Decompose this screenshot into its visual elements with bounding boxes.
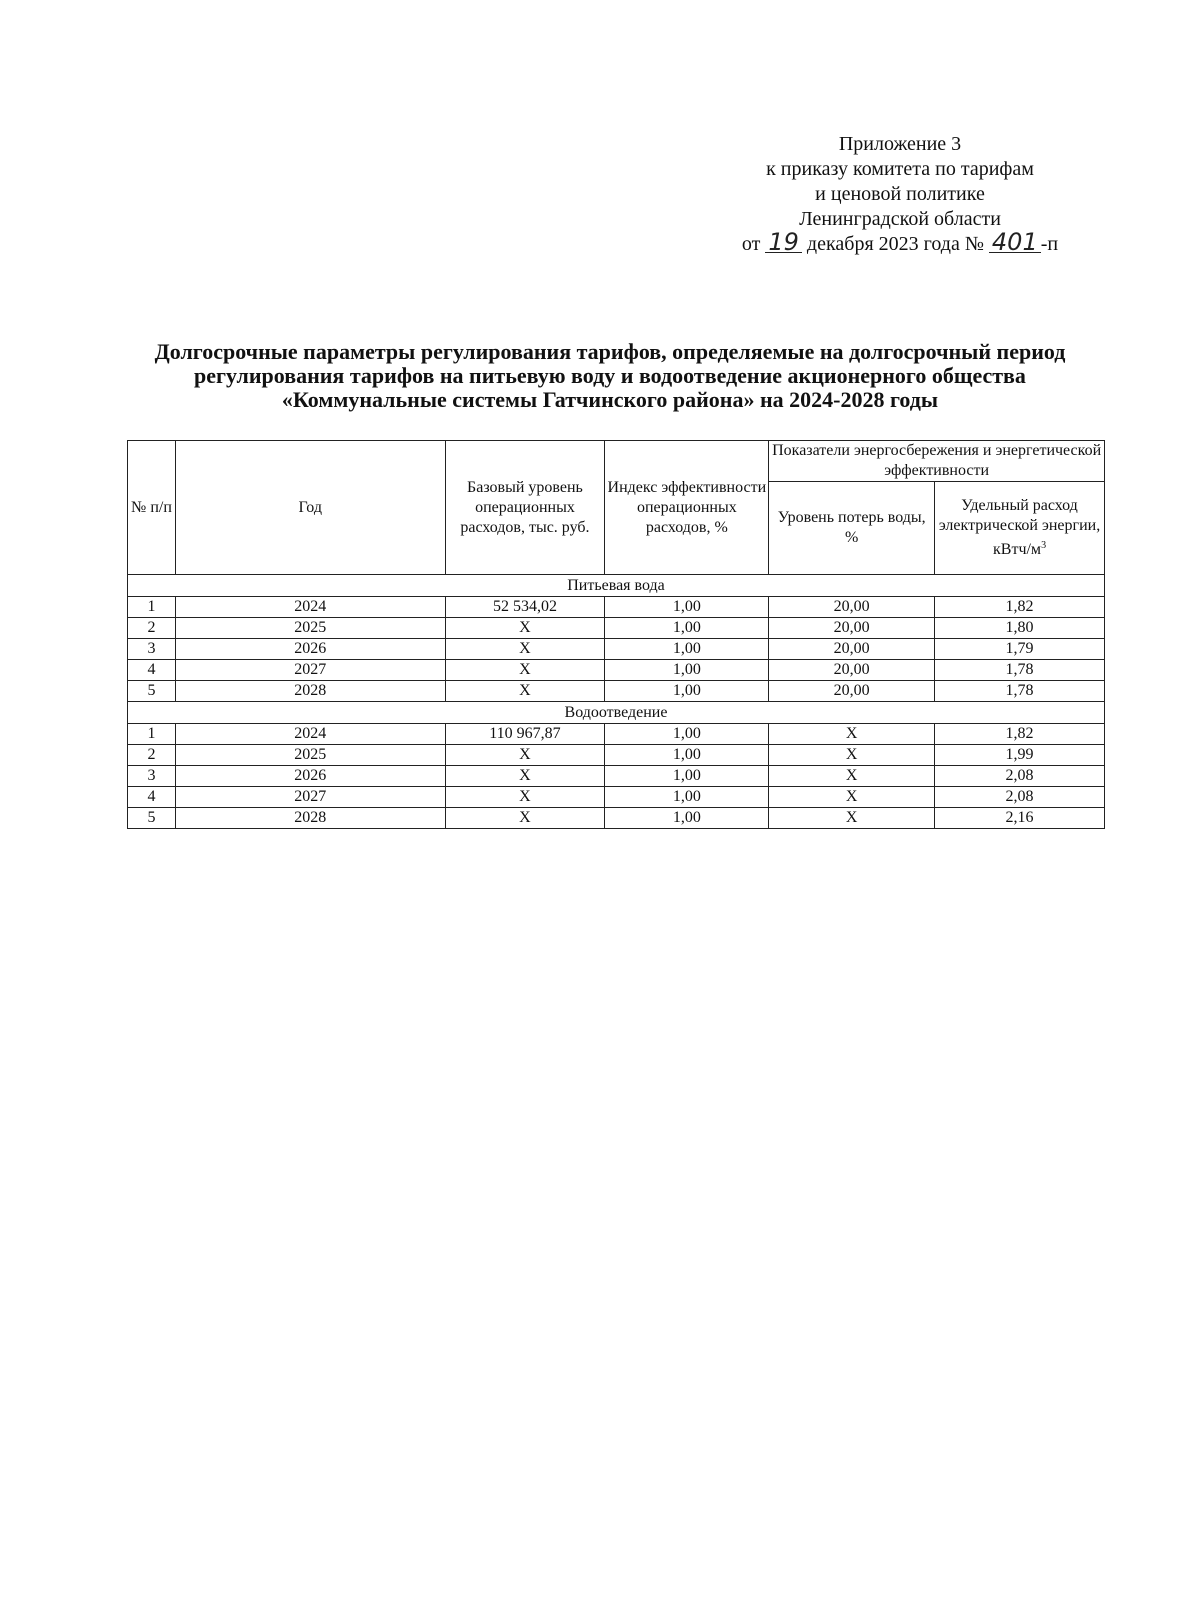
cell-electricity: 1,82 [935, 724, 1105, 745]
cell-num: 3 [128, 766, 176, 787]
cell-efficiency-index: 1,00 [605, 766, 769, 787]
cell-electricity: 1,78 [935, 681, 1105, 702]
header-num: № п/п [128, 441, 176, 575]
cell-base-level: X [445, 808, 605, 829]
appendix-order-ref: к приказу комитета по тарифам [766, 158, 1034, 180]
cell-efficiency-index: 1,00 [605, 808, 769, 829]
cell-efficiency-index: 1,00 [605, 597, 769, 618]
header-water-losses: Уровень потерь воды, % [769, 482, 935, 575]
order-suffix: -п [1040, 233, 1059, 255]
table-row [128, 808, 1105, 829]
cell-electricity: 1,79 [935, 639, 1105, 660]
handwritten-day: 19 [765, 232, 802, 253]
header-electricity-text: Удельный расход электрической энергии, кВтч/м [938, 497, 1101, 558]
cell-efficiency-index: 1,00 [605, 724, 769, 745]
cell-efficiency-index: 1,00 [605, 639, 769, 660]
title-line-2: регулирования тарифов на питьевую воду и водоотведение акционерного общества [194, 363, 1026, 388]
cell-water-losses: X [769, 808, 935, 829]
cell-water-losses: 20,00 [769, 681, 935, 702]
cell-water-losses: 20,00 [769, 660, 935, 681]
table-row [128, 745, 1105, 766]
table-body [128, 575, 1105, 829]
cell-base-level: X [445, 639, 605, 660]
cell-num: 2 [128, 745, 176, 766]
cell-base-level: X [445, 618, 605, 639]
appendix-region: Ленинградской области [799, 208, 1001, 230]
cell-num: 2 [128, 618, 176, 639]
cell-base-level: X [445, 745, 605, 766]
section-row [128, 575, 1105, 597]
header-year: Год [175, 441, 445, 575]
table-row [128, 724, 1105, 745]
cell-efficiency-index: 1,00 [605, 660, 769, 681]
table-row [128, 618, 1105, 639]
cell-year: 2027 [175, 660, 445, 681]
section-row [128, 702, 1105, 724]
table-row [128, 787, 1105, 808]
cell-year: 2024 [175, 724, 445, 745]
cell-base-level: X [445, 681, 605, 702]
cell-year: 2028 [175, 808, 445, 829]
date-prefix: от [741, 233, 761, 255]
cell-electricity: 2,08 [935, 766, 1105, 787]
cell-num: 1 [128, 597, 176, 618]
cell-base-level: X [445, 766, 605, 787]
table-row [128, 681, 1105, 702]
document-title [110, 340, 1110, 412]
cell-electricity: 2,16 [935, 808, 1105, 829]
cell-efficiency-index: 1,00 [605, 745, 769, 766]
cell-efficiency-index: 1,00 [605, 618, 769, 639]
cell-base-level: 110 967,87 [445, 724, 605, 745]
table-row [128, 639, 1105, 660]
cell-electricity: 2,08 [935, 787, 1105, 808]
cell-year: 2024 [175, 597, 445, 618]
cell-water-losses: X [769, 766, 935, 787]
cell-num: 3 [128, 639, 176, 660]
cell-year: 2028 [175, 681, 445, 702]
table-row [128, 597, 1105, 618]
cell-num: 1 [128, 724, 176, 745]
cell-num: 5 [128, 681, 176, 702]
cell-num: 4 [128, 660, 176, 681]
cell-electricity: 1,80 [935, 618, 1105, 639]
cell-year: 2026 [175, 639, 445, 660]
handwritten-order-number: 401 [989, 232, 1041, 253]
cell-electricity: 1,78 [935, 660, 1105, 681]
table-row [128, 766, 1105, 787]
cell-year: 2027 [175, 787, 445, 808]
header-electricity-consumption [935, 482, 1105, 575]
title-line-3: «Коммунальные системы Гатчинского района» на 2024-2028 годы [281, 387, 939, 412]
cell-electricity: 1,82 [935, 597, 1105, 618]
appendix-title: Приложение 3 [838, 133, 962, 155]
header-electricity-sup: 3 [1041, 540, 1047, 551]
cell-num: 5 [128, 808, 176, 829]
cell-base-level: X [445, 787, 605, 808]
appendix-date-line [700, 228, 1100, 257]
cell-efficiency-index: 1,00 [605, 681, 769, 702]
appendix-block [700, 132, 1100, 257]
cell-water-losses: 20,00 [769, 618, 935, 639]
section-title: Водоотведение [128, 702, 1105, 724]
cell-year: 2025 [175, 745, 445, 766]
cell-year: 2025 [175, 618, 445, 639]
cell-base-level: X [445, 660, 605, 681]
cell-water-losses: 20,00 [769, 639, 935, 660]
cell-efficiency-index: 1,00 [605, 787, 769, 808]
date-middle: декабря 2023 года № [806, 233, 984, 255]
parameters-table [127, 440, 1105, 829]
cell-water-losses: X [769, 724, 935, 745]
cell-year: 2026 [175, 766, 445, 787]
cell-water-losses: X [769, 787, 935, 808]
cell-electricity: 1,99 [935, 745, 1105, 766]
appendix-committee: и ценовой политике [815, 183, 985, 205]
title-line-1: Долгосрочные параметры регулирования тарифов, определяемые на долгосрочный период [154, 339, 1066, 364]
section-title: Питьевая вода [128, 575, 1105, 597]
table-row [128, 660, 1105, 681]
cell-water-losses: X [769, 745, 935, 766]
cell-num: 4 [128, 787, 176, 808]
header-efficiency-index: Индекс эффективности операционных расходов, % [605, 441, 769, 575]
cell-base-level: 52 534,02 [445, 597, 605, 618]
cell-water-losses: 20,00 [769, 597, 935, 618]
header-energy-group: Показатели энергосбережения и энергетической эффективности [769, 441, 1105, 482]
header-base-level: Базовый уровень операционных расходов, тыс. руб. [445, 441, 605, 575]
